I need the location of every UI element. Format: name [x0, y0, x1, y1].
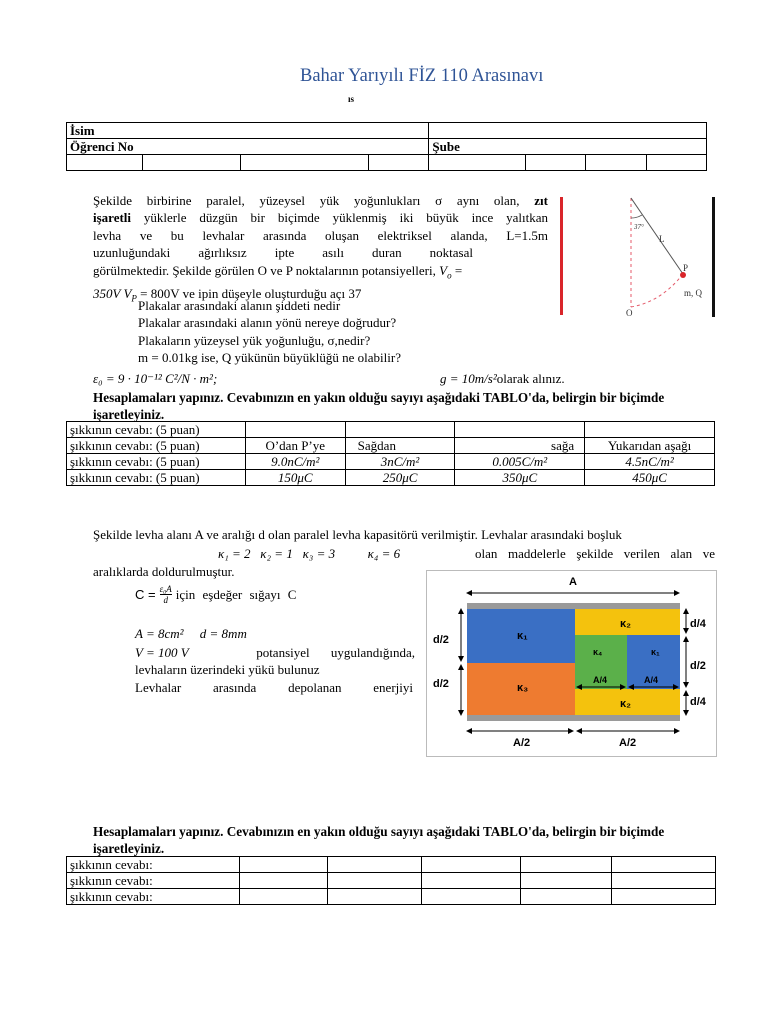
v-value: V = 100 V [135, 645, 189, 660]
answer-cell[interactable]: Yukarıdan aşağı [585, 438, 715, 454]
k3-label: κ₃ [517, 682, 529, 694]
k1-right-label: κ₁ [651, 647, 660, 657]
g-suffix: olarak alınız. [496, 371, 565, 386]
q2-area: A = 8cm² d = 8mm [135, 626, 247, 641]
vp-rest: = 800V ve ipin düşeyle oluşturduğu açı 37 [136, 285, 362, 301]
k2-bottom-label: κ₂ [620, 698, 632, 710]
a4-right-label: A/4 [644, 675, 659, 685]
v-rest: potansiyel uygulandığında, [256, 645, 415, 660]
answer-cell[interactable] [521, 857, 612, 873]
answer-cell[interactable]: sağa [455, 438, 585, 454]
table-row [67, 889, 716, 905]
q1-item-d: m = 0.01kg ise, Q yükünün büyüklüğü ne olabilir? [138, 350, 401, 366]
a2-left-label: A/2 [513, 737, 531, 749]
q1-text [93, 192, 548, 308]
c-text: için eşdeğer sığayı C [175, 586, 297, 602]
q1-line: yüklerle düzgün bir biçimde yüklenmiş iki büyük ince yalıtkan [143, 210, 548, 226]
answer-cell[interactable] [239, 857, 327, 873]
table-row [67, 422, 715, 438]
answer-cell[interactable]: Sağdan [345, 438, 455, 454]
answer-cell[interactable]: 450μC [585, 470, 715, 486]
row-label: şıkkının cevabı: [67, 889, 240, 905]
student-info-table [66, 122, 707, 171]
q1-items [138, 297, 401, 367]
d4-top-label: d/4 [690, 618, 706, 630]
exam-title: Bahar Yarıyılı FİZ 110 Arasınavı [300, 66, 544, 86]
id-cell[interactable] [67, 155, 143, 171]
q2-charge: levhaların üzerindeki yükü bulunuz [135, 662, 320, 677]
id-cell[interactable] [647, 155, 707, 171]
q2-energy: Levhalar arasında depolanan enerjiyi [135, 680, 413, 695]
answer-cell[interactable] [327, 857, 421, 873]
bottom-plate [467, 715, 680, 721]
q1-line: Şekilde birbirine paralel, yüzeysel yük yoğunlukları σ aynı olan, [93, 193, 520, 208]
answer-cell[interactable]: 350μC [455, 470, 585, 486]
c-fraction: $\frac{\text{ε₀A}}{d}$ [159, 584, 172, 605]
table-row [67, 470, 715, 486]
row-label: şıkkının cevabı: (5 puan) [67, 422, 246, 438]
q2-voltage [135, 644, 415, 661]
vo-value: 350V V [93, 285, 132, 301]
top-plate [467, 603, 680, 609]
angle-arc [631, 215, 642, 218]
answer-cell[interactable] [421, 873, 521, 889]
name-label: İsim [67, 123, 429, 139]
student-no-label: Öğrenci No [67, 139, 429, 155]
q2-instruction: Hesaplamaları yapınız. Cevabınızın en yakın olduğu sayıyı aşağıdaki TABLO'da, belirgin bir biçimde işaretleyiniz. [93, 824, 665, 856]
row-label: şıkkının cevabı: [67, 857, 240, 873]
g-value: g = 10m/s² [440, 371, 497, 386]
a4-left-label: A/4 [593, 675, 608, 685]
capacitor-diagram-box [426, 570, 717, 757]
answer-cell[interactable] [327, 873, 421, 889]
mQ-label: m, Q [684, 288, 702, 298]
answer-cell[interactable] [239, 873, 327, 889]
q1-bold: işaretli [93, 210, 132, 226]
q2-answer-table [66, 856, 716, 905]
answer-cell[interactable] [239, 889, 327, 905]
answer-cell[interactable]: 4.5nC/m² [585, 454, 715, 470]
row-label: şıkkının cevabı: (5 puan) [67, 470, 246, 486]
q1-line: görülmektedir. Şekilde görülen O ve P noktalarının potansiyelleri, [93, 262, 436, 278]
d2-left-top-label: d/2 [433, 634, 449, 646]
eps-constant: ε₀ = 9 · 10⁻¹² C²/N · m²; [93, 371, 218, 386]
vo-eq: = [451, 262, 463, 278]
answer-cell[interactable]: 3nC/m² [345, 454, 455, 470]
O-label: O [626, 308, 633, 318]
table-row [67, 438, 715, 454]
q1-answer-table [66, 421, 715, 486]
q1-bold: zıt [534, 193, 548, 208]
A-label: A [569, 576, 577, 588]
q2-line1: Şekilde levha alanı A ve aralığı d olan paralel levha kapasitörü verilmiştir. Levhalar arasındaki boşluk [93, 527, 622, 542]
vp-sub: P [131, 293, 137, 304]
answer-cell[interactable] [612, 889, 716, 905]
answer-cell[interactable]: 0.005C/m² [455, 454, 585, 470]
answer-cell[interactable]: 150μC [245, 470, 345, 486]
q1-line: levha ve bu levhalar arasında oluşan elektriksel alanda, L=1.5m [93, 227, 548, 243]
right-plate [712, 197, 715, 317]
q2-capacitance [135, 584, 296, 605]
pendulum-diagram [556, 192, 721, 320]
answer-cell[interactable] [345, 422, 455, 438]
P-label: P [683, 263, 689, 273]
id-cell[interactable] [142, 155, 240, 171]
answer-cell[interactable] [612, 857, 716, 873]
q1-item-a: Plakalar arasındaki alanın şiddeti nedir [138, 298, 341, 313]
name-field[interactable] [429, 123, 707, 139]
capacitor-diagram [427, 571, 716, 756]
answer-cell[interactable] [421, 857, 521, 873]
q1-instruction: Hesaplamaları yapınız. Cevabınızın en yakın olduğu sayıyı aşağıdaki TABLO'da, belirgin bir biçimde işaretleyiniz. [93, 390, 665, 422]
swing-arc [631, 274, 683, 307]
exam-subtitle: ıs [348, 94, 355, 104]
row-label: şıkkının cevabı: (5 puan) [67, 438, 246, 454]
vo-symbol: $V_o$ [439, 262, 452, 281]
L-label: L [659, 234, 665, 244]
answer-cell[interactable] [612, 873, 716, 889]
q2-line2: olan maddelerle şekilde verilen alan ve [475, 546, 715, 561]
id-cell[interactable] [526, 155, 586, 171]
section-label: Şube [429, 139, 707, 155]
table-row [67, 454, 715, 470]
a2-right-label: A/2 [619, 737, 637, 749]
answer-cell[interactable] [455, 422, 585, 438]
row-label: şıkkının cevabı: [67, 873, 240, 889]
q1-item-c: Plakaların yüzeysel yük yoğunluğu, σ,nedir? [138, 332, 371, 348]
q2-kappas: κ₁ = 2 κ₂ = 1 κ₃ = 3 κ₄ = 6 [218, 546, 401, 561]
angle-label: 37° [634, 223, 644, 231]
k4-label: κ₄ [593, 647, 603, 657]
c-eq: C = [135, 586, 156, 602]
d2-right-label: d/2 [690, 660, 706, 672]
answer-cell[interactable] [245, 422, 345, 438]
row-label: şıkkının cevabı: (5 puan) [67, 454, 246, 470]
k2-top-label: κ₂ [620, 618, 632, 630]
string [631, 198, 683, 274]
answer-cell[interactable] [421, 889, 521, 905]
id-cell[interactable] [429, 155, 526, 171]
g-constant [440, 370, 565, 387]
left-plate [560, 197, 563, 315]
q2-line3: aralıklarda doldurulmuştur. [93, 564, 235, 579]
answer-cell[interactable] [327, 889, 421, 905]
answer-cell[interactable] [521, 889, 612, 905]
answer-cell[interactable]: 9.0nC/m² [245, 454, 345, 470]
id-cell[interactable] [368, 155, 429, 171]
q1-line: uzunluğundaki ağırlıksız ipte asılı duran noktasal [93, 245, 473, 261]
answer-cell[interactable]: 250μC [345, 470, 455, 486]
answer-cell[interactable]: O’dan P’ye [245, 438, 345, 454]
q1-item-b: Plakalar arasındaki alanın yönü nereye doğrudur? [138, 315, 397, 331]
id-cell[interactable] [586, 155, 647, 171]
table-row [67, 873, 716, 889]
answer-cell[interactable] [521, 873, 612, 889]
d2-left-bottom-label: d/2 [433, 678, 449, 690]
table-row [67, 857, 716, 873]
id-cell[interactable] [240, 155, 368, 171]
k1-label: κ₁ [517, 630, 528, 642]
d4-bottom-label: d/4 [690, 696, 706, 708]
answer-cell[interactable] [585, 422, 715, 438]
